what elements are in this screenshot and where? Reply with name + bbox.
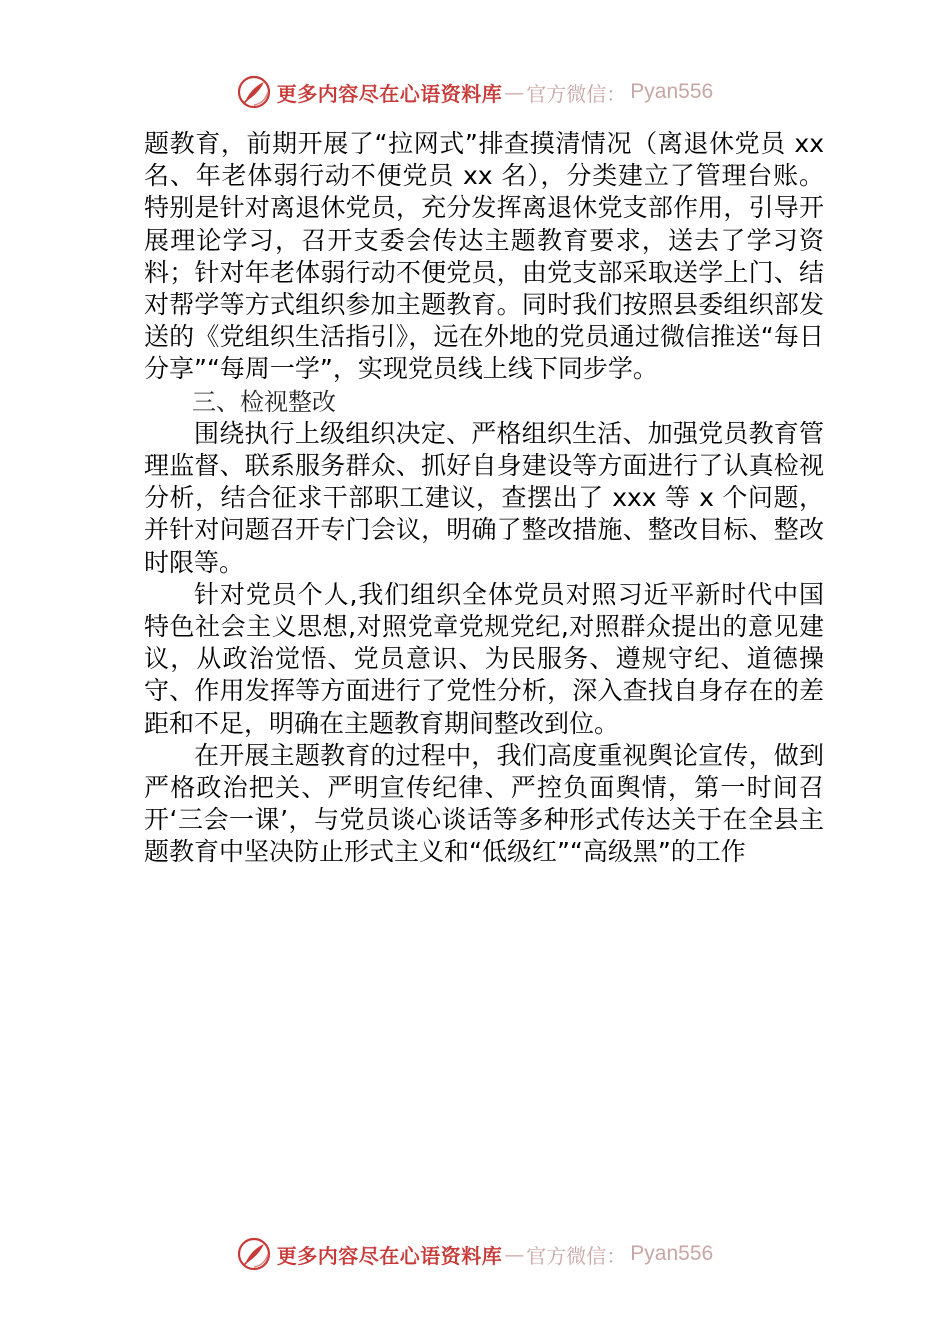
section-heading-review: 三、检视整改 bbox=[192, 387, 336, 416]
header-promo-text: 更多内容尽在心语资料库 bbox=[276, 81, 503, 106]
footer-banner bbox=[0, 1232, 950, 1276]
header-wechat-id: Pyan556 bbox=[630, 80, 714, 103]
feather-quill-logo-icon bbox=[237, 75, 271, 109]
document-body bbox=[144, 128, 824, 869]
footer-promo-text: 更多内容尽在心语资料库 bbox=[276, 1243, 503, 1268]
paragraph-review-issues: 围绕执行上级组织决定、严格组织生活、加强党员教育管理监督、联系服务群众、抓好自身建设等方面进行了认真检视分析，结合征求干部职工建议，查摆出了 xxx 等 x 个问题，并针对问题召开专门会议，明确了整改措施、整改目标、整改时限等。 bbox=[144, 418, 824, 577]
feather-quill-logo-icon bbox=[237, 1237, 271, 1271]
header-wechat-label: 官方微信： bbox=[526, 81, 627, 106]
paragraph-publicity: 在开展主题教育的过程中，我们高度重视舆论宣传，做到严格政治把关、严明宣传纪律、严控负面舆情，第一时间召开‘三会一课’，与党员谈心谈话等多种形式传达关于在全县主题教育中坚决防止形式主义和“低级红”“高级黑”的工作 bbox=[144, 740, 824, 867]
paragraph-member-analysis: 针对党员个人,我们组织全体党员对照习近平新时代中国特色社会主义思想,对照党章党规党纪,对照群众提出的意见建议，从政治觉悟、党员意识、为民服务、遵规守纪、道德操守、作用发挥等方面进行了党性分析，深入查找自身存在的差距和不足，明确在主题教育期间整改到位。 bbox=[144, 579, 824, 738]
paragraph-continued: 题教育，前期开展了“拉网式”排查摸清情况（离退休党员 xx 名、年老体弱行动不便党员 xx 名），分类建立了管理台账。特别是针对离退休党员，充分发挥离退休党支部作用，引导开展理论学习，召开支委会传达主题教育要求，送去了学习资料；针对年老体弱行动不便党员，由党支部采取送学上门、结对帮学等方式组织参加主题教育。同时我们按照县委组织部发送的《党组织生活指引》，远在外地的党员通过微信推送“每日分享”“每周一学”，实现党员线上线下同步学。 bbox=[144, 129, 824, 384]
footer-wechat-id: Pyan556 bbox=[630, 1242, 714, 1265]
footer-wechat-label: 官方微信： bbox=[526, 1243, 627, 1268]
header-dash: — bbox=[504, 80, 525, 104]
header-banner bbox=[0, 70, 950, 114]
footer-dash: — bbox=[504, 1242, 525, 1266]
